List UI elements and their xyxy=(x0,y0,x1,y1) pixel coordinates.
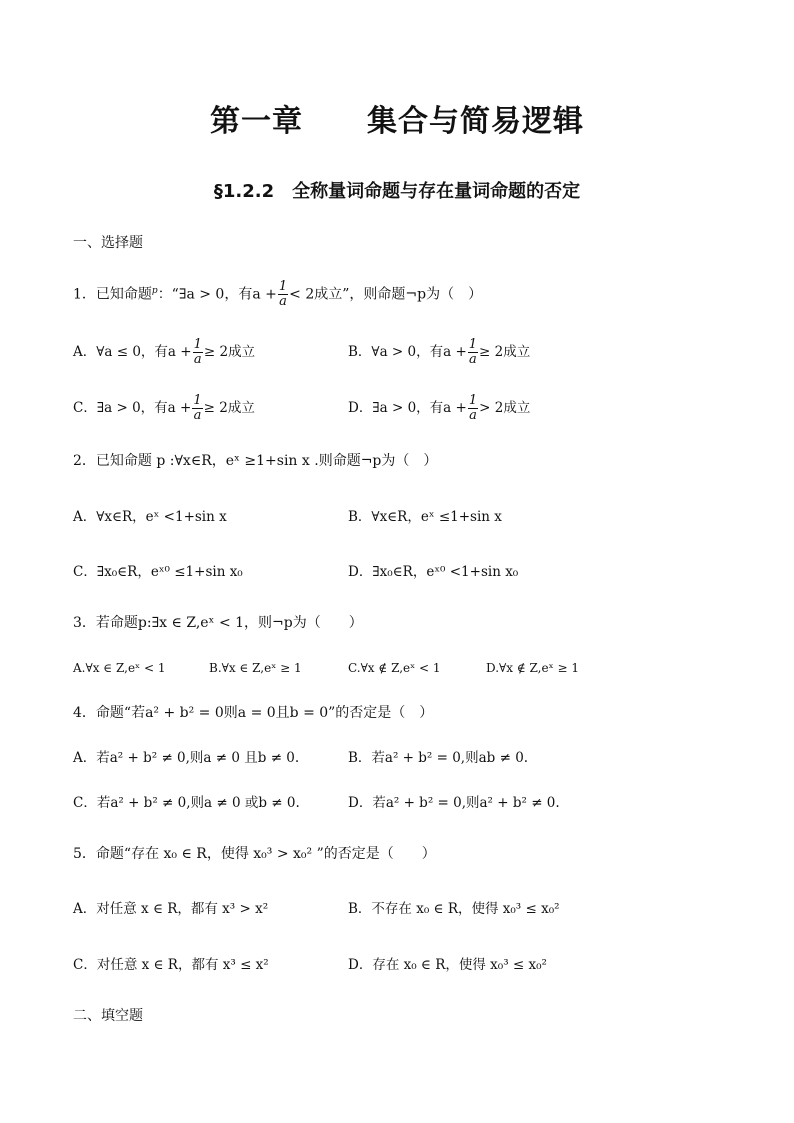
question-2-option-d: D．∃x₀∈R，eˣ⁰ <1+sin x₀ xyxy=(348,564,519,580)
question-3-option-b: B.∀x ∈ Z,eˣ ≥ 1 xyxy=(209,661,302,675)
fraction: $\frac{1}{a}$ xyxy=(468,393,478,423)
question-2-option-a: A．∀x∈R，eˣ <1+sin x xyxy=(73,509,227,525)
chapter-number: 第一章 xyxy=(210,104,303,139)
question-3-stem: 3．若命题p:∃x ∈ Z,eˣ < 1，则¬p为（ ） xyxy=(73,615,363,631)
section-choice-heading: 一、选择题 xyxy=(73,235,143,251)
question-1-stem: 1．已知命题$^p$：“∃a > 0，有a + $\frac{1}{a}$ < 2成立”，则命题¬p为（ ） xyxy=(73,279,483,309)
question-1-option-d: D．∃a > 0，有a + $\frac{1}{a}$ > 2成立 xyxy=(348,393,531,423)
question-4-option-d: D．若a² + b² = 0,则a² + b² ≠ 0. xyxy=(348,795,560,811)
question-5-option-a: A．对任意 x ∈ R，都有 x³ > x² xyxy=(73,901,269,917)
section-heading: §1.2.2 全称量词命题与存在量词命题的否定 xyxy=(213,181,581,202)
question-4-option-a: A．若a² + b² ≠ 0,则a ≠ 0 且b ≠ 0. xyxy=(73,750,300,766)
question-3-option-c: C.∀x ∉ Z,eˣ < 1 xyxy=(348,661,441,675)
question-3-option-d: D.∀x ∉ Z,eˣ ≥ 1 xyxy=(486,661,579,675)
section-fill-heading: 二、填空题 xyxy=(73,1008,143,1024)
question-1-option-b: B．∀a > 0，有a + $\frac{1}{a}$ ≥ 2成立 xyxy=(348,337,531,367)
question-2-option-c: C．∃x₀∈R，eˣ⁰ ≤1+sin x₀ xyxy=(73,564,243,580)
question-2-stem: 2．已知命题 p :∀x∈R，eˣ ≥1+sin x .则命题¬p为（ ） xyxy=(73,453,438,469)
question-3-option-a: A.∀x ∈ Z,eˣ < 1 xyxy=(73,661,166,675)
question-4-option-c: C．若a² + b² ≠ 0,则a ≠ 0 或b ≠ 0. xyxy=(73,795,300,811)
fraction: $\frac{1}{a}$ xyxy=(278,279,288,309)
question-4-option-b: B．若a² + b² = 0,则ab ≠ 0. xyxy=(348,750,529,766)
question-5-option-c: C．对任意 x ∈ R，都有 x³ ≤ x² xyxy=(73,957,269,973)
question-5-option-b: B．不存在 x₀ ∈ R，使得 x₀³ ≤ x₀² xyxy=(348,901,560,917)
question-2-option-b: B．∀x∈R，eˣ ≤1+sin x xyxy=(348,509,502,525)
question-1-option-c: C．∃a > 0，有a + $\frac{1}{a}$ ≥ 2成立 xyxy=(73,393,255,423)
chapter-heading xyxy=(0,104,794,139)
question-4-stem: 4．命题“若a² + b² = 0则a = 0且b = 0”的否定是（ ） xyxy=(73,705,434,721)
fraction: $\frac{1}{a}$ xyxy=(193,393,202,423)
question-1-option-a: A．∀a ≤ 0，有a + $\frac{1}{a}$ ≥ 2成立 xyxy=(73,337,256,367)
question-5-stem: 5．命题“存在 x₀ ∈ R，使得 x₀³ > x₀² ”的否定是（ ） xyxy=(73,846,436,862)
chapter-title: 集合与简易逻辑 xyxy=(367,104,584,139)
question-5-option-d: D．存在 x₀ ∈ R，使得 x₀³ ≤ x₀² xyxy=(348,957,547,973)
fraction: $\frac{1}{a}$ xyxy=(468,337,478,367)
fraction: $\frac{1}{a}$ xyxy=(193,337,202,367)
